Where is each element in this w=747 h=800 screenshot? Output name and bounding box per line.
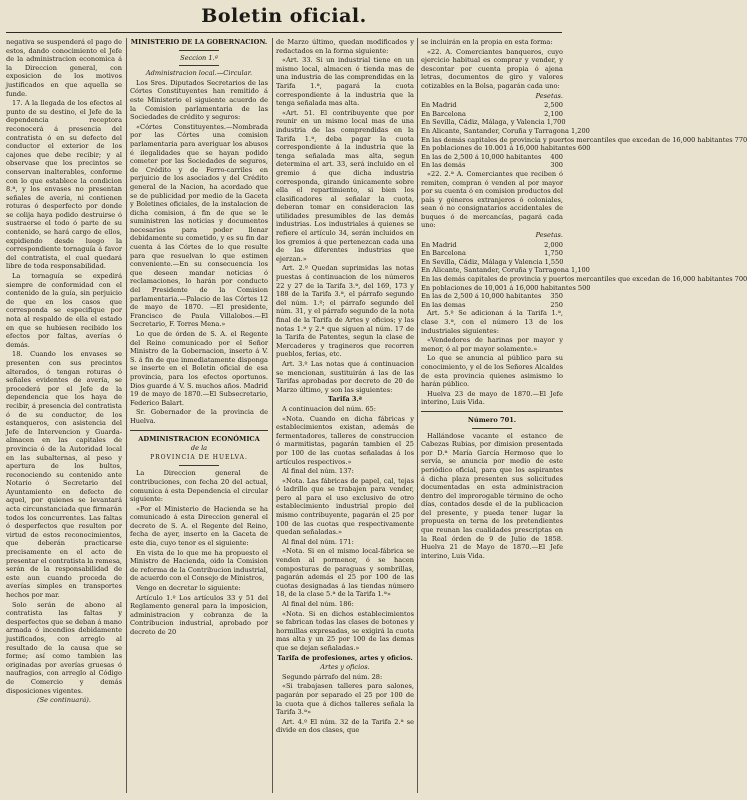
column-2 <box>130 38 268 793</box>
rate-row <box>421 118 566 127</box>
paragraph: «Nota. Si en dichos establecimientos se fabrican todas las clases de botones y hormillas expresadas, se exigirá la cuota mas alta y un 25 por 100 de las demas que se dejan señaladas.» <box>276 609 414 652</box>
paragraph: Solo serán de abono al contratista las faltas y desperfectos que se deban á mano armada ó incendios debidamente justificados, con arreglo al resultado de la causa que se forme; así como tambien las originadas por averías gruesas ó naufragios, con arreglo al Código de Comercio y demás disposiciones vigentes. <box>6 600 122 695</box>
signature: Huelva 23 de mayo de 1870.—El Jefe interino, Luis Vida. <box>421 389 563 407</box>
paragraph: «22. A. Comerciantes banqueros, cuyo ejercicio habitual es comprar y vender, y descontar por cuenta propia ó ajena letras, documentos de giro y valores cotizables en la Bolsa, pagarán cada uno: <box>421 47 563 90</box>
paragraph: negativa se suspenderá el pago de estos, dando conocimiento el Jefe de la administracion economica á la Direccion general, con exposicion de los motivos justificados en que aquella se funde. <box>6 38 122 98</box>
rate-row <box>421 249 563 258</box>
admin-heading-de: de la <box>190 444 208 453</box>
pesetas-heading: Pesetas. <box>535 91 563 100</box>
rate-value: 2,100 <box>544 109 563 118</box>
paragraph: de Marzo último, quedan modificados y redactados en la forma siguiente: <box>276 38 414 55</box>
paragraph: Art. 3.º Las notas que á continuacion se mencionan, sustituirán á las de las Tarifas aprobadas por decreto de 20 de Marzo último, y son las siguientes: <box>276 359 414 394</box>
rate-label: En Alicante, Santander, Coruña y Tarragona <box>421 126 569 135</box>
rate-row <box>421 241 563 250</box>
masthead-title: Boletin oficial. <box>201 5 367 27</box>
rate-label: En Madrid <box>421 240 457 249</box>
paragraph: Hallándose vacante el estanco de Cabezas Rubias, por dimision presentada por D.ª María García Hermoso que lo servía, se anuncia por medio de este periódico oficial, para que los aspirantes á dicha plaza presenten sus solicitudes documentadas en esta administracion dentro del improrogable término de ocho días, contados desde el de la publicacion del presente, y pueda tener lugar la propuesta en terna de los pretendientes que reunan las cualidades prescriptas en la Real órden de 9 de Julio de 1858. Huelva 21 de Mayo de 1870.—El Jefe interino, Luis Vida. <box>421 431 563 560</box>
rate-value: 1,700 <box>546 118 566 127</box>
rate-row <box>421 301 563 310</box>
paragraph: «Art. 51. El contribuyente que por reunir en un mismo local mas de una industria de las comprendidas en la Tarifa 1.ª, deba pagar la cuota correspondiente á la industria que la tenga señalada mas alta, segun determina el art. 33, será incluido en el gremio á que dicha industria corresponda, girando únicamente sobre ella el repartimiento, si bien los clasificadores al señalar la cuota, deberan tomar en consideracion las utilidades presumibles de las demás industrias. Los industriales á quienes se refiere el artículo 34, serán incluidos en los gremios á que pertenezcan cada una de las diferentes industrias que ejerzan.» <box>276 108 414 263</box>
rate-value: 600 <box>577 144 591 153</box>
paragraph: «Art. 33. Si un industrial tiene en un mismo local, almacen ó tienda mas de una industria de las comprendidas en la Tarifa 1.ª, pagará la cuota correspondiente á la industria que la tenga señalada mas alta. <box>276 56 414 108</box>
separator <box>179 65 219 66</box>
rate-row <box>421 126 590 136</box>
rate-row <box>421 266 590 275</box>
paragraph: Lo que se anuncia al público para su conocimiento, y el de los Señores Alcaldes de esta provincia quienes asimismo lo harán público. <box>421 354 563 389</box>
rate-label: En las de 2,500 á 10,000 habitantes <box>421 152 542 161</box>
paragraph: Al final del núm. 171: <box>282 537 354 546</box>
rate-value: 700 <box>734 275 747 284</box>
paragraph: «Si trabajasen talleres para salones, pagarán por separado el 25 por 100 de la cuota que á dichos talleres señala la Tarifa 3.ª» <box>276 682 414 717</box>
rate-label: En las demas <box>421 300 466 309</box>
rate-label: En Sevilla, Cádiz, Málaga y Valencia <box>421 257 543 266</box>
rate-row <box>421 161 563 170</box>
rate-value: 2,500 <box>544 101 563 110</box>
subheading: Administracion local.—Circular. <box>145 69 253 78</box>
admin-heading-province: PROVINCIA DE HUELVA. <box>150 453 248 461</box>
column-divider <box>126 38 127 793</box>
rate-value: 500 <box>577 283 591 292</box>
rate-value: 250 <box>550 300 563 309</box>
column-divider <box>417 38 418 793</box>
paragraph: «Nota. Cuando en dicha fábricas y establecimientos existan, además de fermentadores, talleres de construccion ó marmitistas, pagarán tambien el 25 por 100 de las cuotas señaladas á los artículos respectivos.» <box>276 414 414 466</box>
paragraph: 17. A la llegada de los efectos al punto de su destino, el Jefe de la dependencia receptora reconocerá á presencia del contratista ó en su defecto del conductor el exterior de los cajones que debe recibir; y al observase que los precintos se conservan inalterables, conforme con lo que establece la condicion 8.ª, y los envases no presentan señales de avería, ni contienen roturas ó desperfecto por donde se colija haya podido destruirse ó sustraerse el todo ó parte de su contenido, se hará cargo de ellos, expidiendo desde luego la correspondiente tornaguía á favor del contratista, el cual quedará libre de toda responsabilidad. <box>6 99 122 271</box>
rate-row <box>421 153 563 162</box>
subheading: Artes y oficios. <box>320 663 370 672</box>
tariff-heading: Tarifa de profesiones, artes y oficios. <box>277 653 413 662</box>
separator <box>421 411 563 412</box>
rate-label: En las demás capitales de provincia y puertos mercantiles que excedan de 16,000 habitantes <box>421 275 733 284</box>
rate-label: En Barcelona <box>421 249 466 258</box>
paragraph: Art. 5.º Se adicionan á la Tarifa 1.ª, clase 3.ª, con el número 13 de los industriales siguientes: <box>421 309 563 335</box>
paragraph: En vista de lo que me ha propuesto el Ministro de Hacienda, oido la Comision de reforma de la Contribucion industrial, de acuerdo con el Consejo de Ministros, <box>130 548 268 583</box>
rate-value: 1,200 <box>570 126 590 135</box>
rate-label: En las demás capitales de provincia y puertos mercantiles que excedan de 16,000 habitantes <box>421 135 733 144</box>
column-3 <box>276 38 414 793</box>
rate-value: 1,100 <box>570 266 590 275</box>
paragraph: Sr. Gobernador de la provincia de Huelva. <box>130 408 268 425</box>
rate-row <box>421 258 563 267</box>
rate-label: En Alicante, Santander, Coruña y Tarragona <box>421 266 569 275</box>
rate-list <box>421 240 747 310</box>
rate-row <box>421 292 563 301</box>
rate-row <box>421 101 563 110</box>
paragraph: «Nota. Si en el mismo local-fábrica se venden al pormenor, ó se hacen composturas de paraguas y sombrillas, pagarán además el 25 por 100 de las cuotas designadas á las tiendas número 18, de la clase 5.ª de la Tarifa 1.ª» <box>276 547 414 599</box>
paragraph: Vengo en decretar lo siguiente: <box>136 584 241 593</box>
separator <box>130 430 268 431</box>
column-1 <box>6 38 122 793</box>
rate-row <box>421 144 591 153</box>
rate-value: 400 <box>550 152 563 161</box>
rate-value: 1,750 <box>544 249 563 258</box>
paragraph: Al final del núm. 137: <box>282 467 354 476</box>
paragraph: Art. 4.º El núm. 32 de la Tarifa 2.ª se divide en dos clases, que <box>276 717 414 735</box>
column-divider <box>272 38 273 793</box>
rate-label: En poblaciones de 10.001 á 16,000 habitantes <box>421 144 576 153</box>
separator <box>179 465 219 466</box>
rate-row <box>421 275 747 284</box>
paragraph: Segundo párrafo del núm. 28: <box>282 672 383 681</box>
rate-row <box>421 135 747 145</box>
paragraph: A continuacion del núm. 65: <box>282 404 376 413</box>
section-heading: Seccion 1.ª <box>180 53 218 62</box>
continued-note: (Se continuará). <box>37 696 91 705</box>
paragraph: «Por el Ministerio de Hacienda se ha comunicado á esta Direccion general el decreto de S. A. el Regente del Reino, fecha de ayer, inserto en la Gaceta de este dia, cuyo tenor es el siguiente: <box>130 504 268 548</box>
rate-list <box>421 101 747 170</box>
rate-label: En las demás <box>421 161 466 170</box>
rate-row <box>421 283 591 293</box>
paragraph: Artículo 1.º Los artículos 33 y 51 del Reglamento general para la imposicion, administracion y cobranza de la Contribucion industrial, aprobado por decreto de 20 <box>130 593 268 636</box>
paragraph: La Direccion general de contribuciones, con fecha 20 del actual, comunica á esta Dependencia el circular siguiente: <box>130 469 268 504</box>
rate-value: 770 <box>734 135 747 144</box>
paragraph: se incluirán en la propia en esta forma: <box>421 38 553 46</box>
rate-label: En poblaciones de 10,001 á 16,000 habitantes <box>421 283 576 292</box>
tariff-heading: Tarifa 3.ª <box>327 395 363 404</box>
rate-label: En Barcelona <box>421 109 466 118</box>
paragraph: Art. 2.º Quedan suprimidas las notas puestas á continuacion de los números 22 y 27 de la Tarifa 3.ª, del 169, 173 y 188 de la Tarifa 3.ª, el párrafo segundo del núm. 1.º; el párrafo segundo del núm. 31, y el párrafo segundo de la nota final de la Tarifa de Artes y oficios; y las notas 1.ª y 2.ª que siguen al núm. 17 de la Tarifa de Patentes, segun la clase de Mercaderes y tragineros que recorren pueblos, ferias, etc. <box>276 264 414 359</box>
paragraph: Los Sres. Diputados Secretarios de las Córtes Constituyentes han remitido á este Ministerio el siguiente acuerdo de la Comision parlamentaria de las Sociedades de crédito y seguros: <box>130 78 268 122</box>
column-4 <box>421 38 747 793</box>
notice-number: Número 701. <box>467 415 517 424</box>
rate-value: 300 <box>550 161 563 170</box>
pesetas-heading: Pesetas. <box>535 231 563 240</box>
rate-row <box>421 110 563 119</box>
separator <box>472 428 512 429</box>
paragraph: «Córtes Constituyentes.—Nombrada por las Córtes una comision parlamentaria para averiguar los abusos é ilegalidades que se hayan podido cometer por las Sociedades de seguros, de Crédito y de Ferro-carriles en perjuicio de los asociados y del Crédito general de la Nacion, ha acordado que se de publicidad por medio de la Gaceta y Boletines oficiales, de la instalacion de dicha comision, á fin de que se le suministren las noticias y documentos necesarios para poder llenar debidamente su cometido, y es su fin dar cuenta á las Córtes de lo que resulte para que resuelvan lo que estimen conveniente.—En su consecuencia los que deseen mandar noticias ó reclamaciones, lo harán por conducto del Presidente de la Comision parlamentaria.—Palacio de las Córtes 12 de mayo de 1870. —El presidente, Francisco de Paula Villalobos.—El Secretario, F. Torres Mena.» <box>130 122 268 329</box>
rate-value: 1,550 <box>544 257 564 266</box>
paragraph: La tornaguía se expedirá siempre de conformidad con el contenido de la guía, sin perjuicio de que en los casos que corresponda se especifique por nota al respaldo de ella el estado en que se hubiesen recibido los efectos por faltas, averías ó demás. <box>6 272 122 349</box>
separator <box>179 50 219 51</box>
ministry-heading: MINISTERIO DE LA GOBERNACION. <box>130 38 268 46</box>
admin-heading: ADMINISTRACION ECONÓMICA <box>138 434 260 443</box>
rate-label: En las de 2,500 á 10,000 habitantes <box>421 292 542 301</box>
rate-label: En Madrid <box>421 101 457 110</box>
rate-label: En Sevilla, Cádiz, Málaga, y Valencia <box>421 118 545 127</box>
paragraph: «22. 2.ª A. Comerciantes que reciben ó remiten, compran ó venden al por mayor por su cuenta ó en comision productos del país y géneros extranjeros ó coloniales, sean ó no consignatarios accidentales de buques ó de mercancías, pagará cada uno: <box>421 169 563 230</box>
rate-value: 2,000 <box>544 240 563 249</box>
masthead-rule <box>6 32 562 33</box>
paragraph: «Vendedores de harinas por mayor y menor, ó al por mayor solamente.» <box>421 336 563 353</box>
rate-value: 350 <box>550 292 563 301</box>
paragraph: «Nota. Las fábricas de papel, cal, tejas ó ladrillo que se trabajen para vender, pero al para el uso exclusivo de otro establecimiento industrial propio del mismo contribuyente, pagarán el 25 por 100 de las cuotas que respectivamente quedan señaladas.» <box>276 476 414 537</box>
paragraph: Al final del núm. 186: <box>282 600 354 608</box>
paragraph: Lo que de órden de S. A. el Regente del Reino comunicado por el Señor Ministro de la Gobernacion, inserto á V. S. á fin de que inmediatamente disponga se inserte en el Boletin oficial de esa provincia, para los efectos oportunos. Dios guarde á V. S. muchos años. Madrid 19 de mayo de 1870.—El Subsecretario, Federico Balart. <box>130 330 268 407</box>
paragraph: 18. Cuando los envases se presenten con sus precintos alterados, ó tengan roturas ó señales evidentes de avería, se procederá por el Jefe de la dependencia que los haya de recibir, á presencia del contratista ó de su conductor, de los estanqueros, con asistencia del Jefe de Intervencion y Guarda-almacen en las capitales de provincia ó de la Autoridad local en las subalternas, al peso y apertura de los bultos, reconociendo su contenido ante Notario ó Secretario del Ayuntamiento en defecto de aquel, por quienes se levantará acta circunstanciada que firmarán todos los concurrentes. Las faltas ó desperfectos que resulten por virtud de estos reconocimientos, que deberán practicarse precisamente en el acto de presentar el contratista la remesa, serán de la responsabilidad de este aun cuando proceda de averías simples en transportes hechos por mar. <box>6 350 122 599</box>
